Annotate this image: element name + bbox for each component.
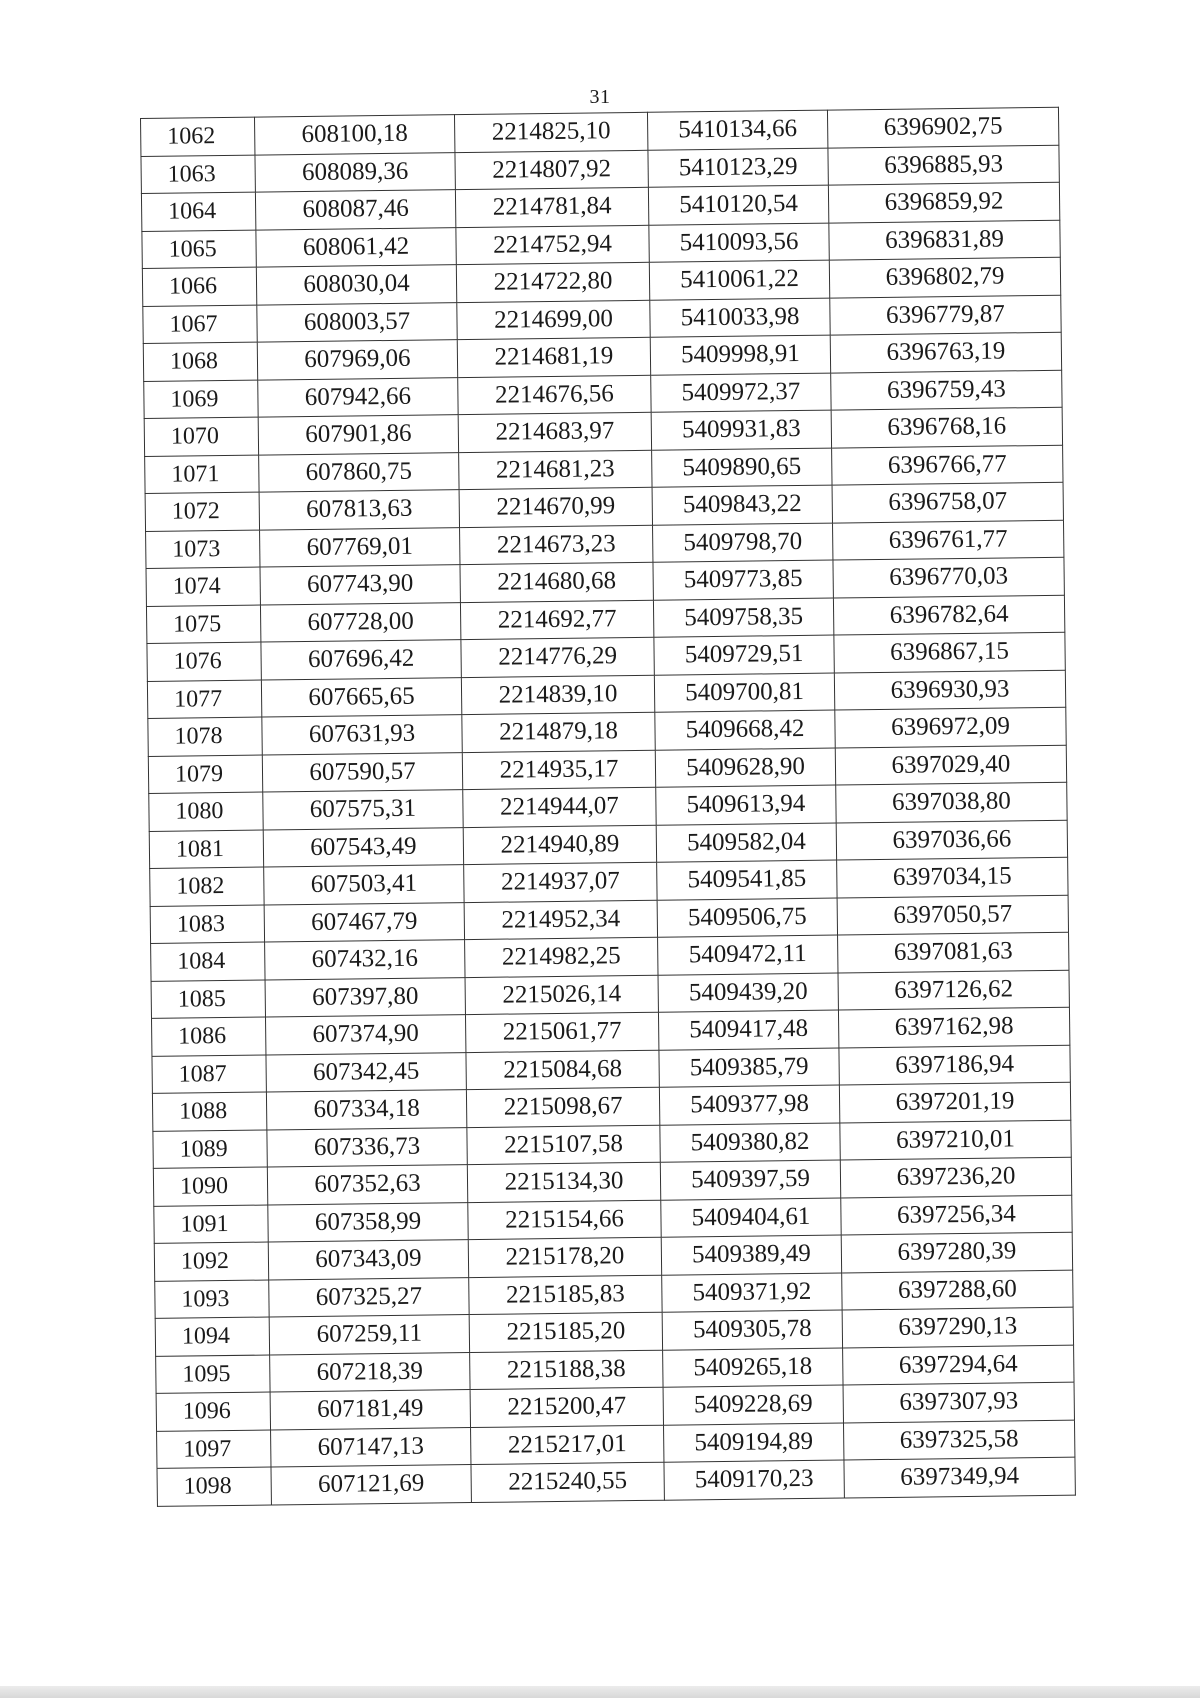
coord-x2-cell: 5409506,75 bbox=[657, 898, 837, 938]
point-number-cell: 1083 bbox=[150, 905, 264, 944]
coord-y1-cell: 2215240,55 bbox=[471, 1462, 664, 1502]
coord-x2-cell: 5409758,35 bbox=[653, 598, 833, 638]
coord-x2-cell: 5409170,23 bbox=[664, 1460, 844, 1500]
coord-x1-cell: 607769,01 bbox=[260, 527, 460, 567]
coord-y2-cell: 6397126,62 bbox=[838, 970, 1069, 1010]
coord-x1-cell: 607325,27 bbox=[269, 1277, 469, 1317]
coord-x2-cell: 5409931,83 bbox=[651, 410, 831, 450]
point-number-cell: 1093 bbox=[155, 1280, 269, 1319]
point-number-cell: 1078 bbox=[148, 717, 262, 756]
coord-x1-cell: 607467,79 bbox=[264, 902, 464, 942]
coord-y1-cell: 2214839,10 bbox=[461, 675, 654, 715]
coord-x1-cell: 607969,06 bbox=[257, 340, 457, 380]
coord-x2-cell: 5409773,85 bbox=[653, 560, 833, 600]
coord-x2-cell: 5409389,49 bbox=[661, 1235, 841, 1275]
coord-y2-cell: 6396802,79 bbox=[829, 257, 1060, 297]
coord-y2-cell: 6396766,77 bbox=[832, 445, 1063, 485]
point-number-cell: 1081 bbox=[149, 830, 263, 869]
coord-x1-cell: 607342,45 bbox=[266, 1052, 466, 1092]
point-number-cell: 1071 bbox=[145, 455, 259, 494]
point-number-cell: 1098 bbox=[157, 1467, 271, 1506]
coord-x2-cell: 5409472,11 bbox=[658, 935, 838, 975]
coord-y1-cell: 2215026,14 bbox=[465, 975, 658, 1015]
coord-x2-cell: 5410123,29 bbox=[648, 148, 828, 188]
coord-y1-cell: 2214676,56 bbox=[458, 375, 651, 415]
coord-y1-cell: 2215134,30 bbox=[467, 1162, 660, 1202]
coord-y2-cell: 6397029,40 bbox=[835, 745, 1066, 785]
coord-x2-cell: 5409377,98 bbox=[659, 1085, 839, 1125]
point-number-cell: 1084 bbox=[151, 942, 265, 981]
coord-y1-cell: 2214752,94 bbox=[456, 225, 649, 265]
coord-y2-cell: 6396885,93 bbox=[828, 145, 1059, 185]
point-number-cell: 1072 bbox=[145, 492, 259, 531]
coord-x1-cell: 607813,63 bbox=[259, 490, 459, 530]
coord-x2-cell: 5409194,89 bbox=[664, 1423, 844, 1463]
coord-y1-cell: 2214935,17 bbox=[462, 750, 655, 790]
coord-y2-cell: 6397290,13 bbox=[842, 1307, 1073, 1347]
coord-y2-cell: 6397280,39 bbox=[841, 1232, 1072, 1272]
point-number-cell: 1069 bbox=[144, 380, 258, 419]
coord-x2-cell: 5409397,59 bbox=[660, 1160, 840, 1200]
point-number-cell: 1089 bbox=[153, 1130, 267, 1169]
point-number-cell: 1086 bbox=[152, 1017, 266, 1056]
coord-x1-cell: 607147,13 bbox=[271, 1427, 471, 1467]
coord-x1-cell: 607665,65 bbox=[261, 677, 461, 717]
coord-x2-cell: 5410061,22 bbox=[649, 260, 829, 300]
coord-y1-cell: 2214807,92 bbox=[455, 150, 648, 190]
coord-x2-cell: 5409305,78 bbox=[662, 1310, 842, 1350]
coord-y1-cell: 2215098,67 bbox=[466, 1087, 659, 1127]
coord-x1-cell: 607336,73 bbox=[267, 1127, 467, 1167]
point-number-cell: 1088 bbox=[152, 1092, 266, 1131]
point-number-cell: 1075 bbox=[146, 605, 260, 644]
coord-x1-cell: 607860,75 bbox=[259, 452, 459, 492]
point-number-cell: 1091 bbox=[154, 1205, 268, 1244]
coord-x1-cell: 607432,16 bbox=[265, 940, 465, 980]
coord-x1-cell: 607343,09 bbox=[268, 1240, 468, 1280]
coord-x2-cell: 5409890,65 bbox=[652, 448, 832, 488]
point-number-cell: 1097 bbox=[157, 1430, 271, 1469]
coord-x2-cell: 5409439,20 bbox=[658, 973, 838, 1013]
coord-y2-cell: 6396902,75 bbox=[827, 107, 1058, 147]
coord-x1-cell: 607121,69 bbox=[271, 1465, 471, 1505]
scan-bottom-edge bbox=[0, 1686, 1200, 1698]
coord-x2-cell: 5409582,04 bbox=[656, 823, 836, 863]
point-number-cell: 1090 bbox=[153, 1167, 267, 1206]
coord-y1-cell: 2214722,80 bbox=[456, 262, 649, 302]
coord-y1-cell: 2214699,00 bbox=[457, 300, 650, 340]
coord-x1-cell: 607543,49 bbox=[263, 827, 463, 867]
coord-y1-cell: 2214776,29 bbox=[461, 637, 654, 677]
coord-y1-cell: 2214781,84 bbox=[455, 187, 648, 227]
coord-y1-cell: 2215217,01 bbox=[471, 1425, 664, 1465]
coord-x1-cell: 607503,41 bbox=[264, 865, 464, 905]
coord-y2-cell: 6397325,58 bbox=[843, 1420, 1074, 1460]
coord-x1-cell: 608087,46 bbox=[255, 190, 455, 230]
coord-x2-cell: 5409417,48 bbox=[658, 1010, 838, 1050]
coord-x1-cell: 607181,49 bbox=[270, 1390, 470, 1430]
coord-x1-cell: 607631,93 bbox=[262, 715, 462, 755]
coord-x2-cell: 5409729,51 bbox=[654, 635, 834, 675]
coord-y2-cell: 6396972,09 bbox=[835, 707, 1066, 747]
coord-y2-cell: 6396758,07 bbox=[832, 482, 1063, 522]
coord-y1-cell: 2215188,38 bbox=[470, 1350, 663, 1390]
coord-x2-cell: 5409613,94 bbox=[656, 785, 836, 825]
coord-y1-cell: 2214681,19 bbox=[457, 337, 650, 377]
coord-y2-cell: 6397294,64 bbox=[843, 1345, 1074, 1385]
coord-y1-cell: 2214879,18 bbox=[462, 712, 655, 752]
coord-x2-cell: 5409404,61 bbox=[661, 1198, 841, 1238]
coord-x1-cell: 607696,42 bbox=[261, 640, 461, 680]
coord-x2-cell: 5409972,37 bbox=[651, 373, 831, 413]
coord-y2-cell: 6396867,15 bbox=[834, 632, 1065, 672]
coord-y2-cell: 6396930,93 bbox=[834, 670, 1065, 710]
coord-x2-cell: 5410120,54 bbox=[648, 185, 828, 225]
coord-y1-cell: 2214825,10 bbox=[454, 112, 647, 152]
coord-y2-cell: 6396779,87 bbox=[830, 295, 1061, 335]
point-number-cell: 1074 bbox=[146, 567, 260, 606]
coord-x2-cell: 5409998,91 bbox=[650, 335, 830, 375]
coordinates-table-body bbox=[141, 107, 1076, 1506]
coord-y2-cell: 6396770,03 bbox=[833, 557, 1064, 597]
coord-x1-cell: 607374,90 bbox=[265, 1015, 465, 1055]
coord-y1-cell: 2214681,23 bbox=[459, 450, 652, 490]
coord-y1-cell: 2215200,47 bbox=[470, 1387, 663, 1427]
coord-y1-cell: 2214937,07 bbox=[464, 862, 657, 902]
coord-y2-cell: 6396761,77 bbox=[832, 520, 1063, 560]
coord-x2-cell: 5410134,66 bbox=[647, 110, 827, 150]
coord-x1-cell: 608030,04 bbox=[256, 265, 456, 305]
coord-x1-cell: 607590,57 bbox=[262, 752, 462, 792]
coord-x1-cell: 607397,80 bbox=[265, 977, 465, 1017]
coord-x1-cell: 608003,57 bbox=[257, 302, 457, 342]
coord-x2-cell: 5409700,81 bbox=[654, 673, 834, 713]
point-number-cell: 1079 bbox=[148, 755, 262, 794]
coord-y2-cell: 6397050,57 bbox=[837, 895, 1068, 935]
point-number-cell: 1087 bbox=[152, 1055, 266, 1094]
coord-y2-cell: 6397162,98 bbox=[838, 1007, 1069, 1047]
coord-x1-cell: 607728,00 bbox=[260, 602, 460, 642]
coord-y1-cell: 2215185,20 bbox=[469, 1312, 662, 1352]
coord-y2-cell: 6397236,20 bbox=[840, 1157, 1071, 1197]
point-number-cell: 1073 bbox=[146, 530, 260, 569]
point-number-cell: 1067 bbox=[143, 305, 257, 344]
point-number-cell: 1066 bbox=[142, 267, 256, 306]
coord-x2-cell: 5409843,22 bbox=[652, 485, 832, 525]
coord-y2-cell: 6397210,01 bbox=[840, 1120, 1071, 1160]
coord-x2-cell: 5409265,18 bbox=[663, 1348, 843, 1388]
coord-y2-cell: 6397349,94 bbox=[844, 1457, 1075, 1497]
coord-y1-cell: 2214940,89 bbox=[463, 825, 656, 865]
coord-x1-cell: 607259,11 bbox=[269, 1315, 469, 1355]
point-number-cell: 1095 bbox=[156, 1355, 270, 1394]
coord-y1-cell: 2214944,07 bbox=[463, 787, 656, 827]
coord-y1-cell: 2215061,77 bbox=[465, 1012, 658, 1052]
point-number-cell: 1092 bbox=[154, 1242, 268, 1281]
point-number-cell: 1096 bbox=[156, 1392, 270, 1431]
coord-x1-cell: 608061,42 bbox=[256, 227, 456, 267]
point-number-cell: 1063 bbox=[141, 155, 255, 194]
coord-y1-cell: 2215154,66 bbox=[468, 1200, 661, 1240]
coord-y1-cell: 2214952,34 bbox=[464, 900, 657, 940]
coord-x1-cell: 607334,18 bbox=[266, 1090, 466, 1130]
coord-x1-cell: 607942,66 bbox=[258, 377, 458, 417]
coord-y1-cell: 2215084,68 bbox=[466, 1050, 659, 1090]
coord-y2-cell: 6397186,94 bbox=[839, 1045, 1070, 1085]
coord-x1-cell: 607358,99 bbox=[268, 1202, 468, 1242]
coord-x2-cell: 5410033,98 bbox=[650, 298, 830, 338]
coord-y1-cell: 2215107,58 bbox=[467, 1125, 660, 1165]
coord-y2-cell: 6396768,16 bbox=[831, 407, 1062, 447]
point-number-cell: 1094 bbox=[155, 1317, 269, 1356]
coord-x1-cell: 607352,63 bbox=[267, 1165, 467, 1205]
coord-x2-cell: 5409228,69 bbox=[663, 1385, 843, 1425]
point-number-cell: 1077 bbox=[147, 680, 261, 719]
coord-y2-cell: 6397038,80 bbox=[836, 782, 1067, 822]
coordinates-table bbox=[140, 107, 1076, 1507]
coord-x1-cell: 607218,39 bbox=[270, 1352, 470, 1392]
point-number-cell: 1068 bbox=[143, 342, 257, 381]
point-number-cell: 1076 bbox=[147, 642, 261, 681]
coord-y1-cell: 2214683,97 bbox=[458, 412, 651, 452]
point-number-cell: 1082 bbox=[150, 867, 264, 906]
coord-y2-cell: 6397081,63 bbox=[838, 932, 1069, 972]
coord-x2-cell: 5410093,56 bbox=[649, 223, 829, 263]
coord-x2-cell: 5409668,42 bbox=[655, 710, 835, 750]
coord-x1-cell: 607743,90 bbox=[260, 565, 460, 605]
coord-x1-cell: 607575,31 bbox=[263, 790, 463, 830]
point-number-cell: 1085 bbox=[151, 980, 265, 1019]
point-number-cell: 1065 bbox=[142, 230, 256, 269]
coord-y2-cell: 6397307,93 bbox=[843, 1382, 1074, 1422]
coord-y2-cell: 6396759,43 bbox=[831, 370, 1062, 410]
coord-y2-cell: 6397201,19 bbox=[839, 1082, 1070, 1122]
coord-y2-cell: 6396859,92 bbox=[828, 182, 1059, 222]
coord-y1-cell: 2214982,25 bbox=[465, 937, 658, 977]
coord-y2-cell: 6396763,19 bbox=[830, 332, 1061, 372]
coord-y1-cell: 2214680,68 bbox=[460, 562, 653, 602]
coord-x1-cell: 607901,86 bbox=[258, 415, 458, 455]
coord-y1-cell: 2214673,23 bbox=[460, 525, 653, 565]
page-number: 31 bbox=[589, 86, 611, 108]
coord-x2-cell: 5409371,92 bbox=[662, 1273, 842, 1313]
coord-y1-cell: 2214670,99 bbox=[459, 487, 652, 527]
coord-x2-cell: 5409798,70 bbox=[653, 523, 833, 563]
coord-y2-cell: 6397036,66 bbox=[836, 820, 1067, 860]
coord-x2-cell: 5409628,90 bbox=[655, 748, 835, 788]
point-number-cell: 1070 bbox=[144, 417, 258, 456]
point-number-cell: 1064 bbox=[141, 192, 255, 231]
coord-y2-cell: 6397256,34 bbox=[841, 1195, 1072, 1235]
point-number-cell: 1080 bbox=[149, 792, 263, 831]
coord-y1-cell: 2214692,77 bbox=[460, 600, 653, 640]
coord-y2-cell: 6396782,64 bbox=[833, 595, 1064, 635]
coord-x1-cell: 608089,36 bbox=[255, 152, 455, 192]
coord-x2-cell: 5409385,79 bbox=[659, 1048, 839, 1088]
coord-x2-cell: 5409541,85 bbox=[657, 860, 837, 900]
coord-x1-cell: 608100,18 bbox=[254, 115, 454, 155]
coord-y1-cell: 2215178,20 bbox=[468, 1237, 661, 1277]
coord-y2-cell: 6397288,60 bbox=[842, 1270, 1073, 1310]
coord-y2-cell: 6396831,89 bbox=[829, 220, 1060, 260]
coord-y2-cell: 6397034,15 bbox=[837, 857, 1068, 897]
point-number-cell: 1062 bbox=[141, 117, 255, 156]
coord-y1-cell: 2215185,83 bbox=[469, 1275, 662, 1315]
coord-x2-cell: 5409380,82 bbox=[660, 1123, 840, 1163]
